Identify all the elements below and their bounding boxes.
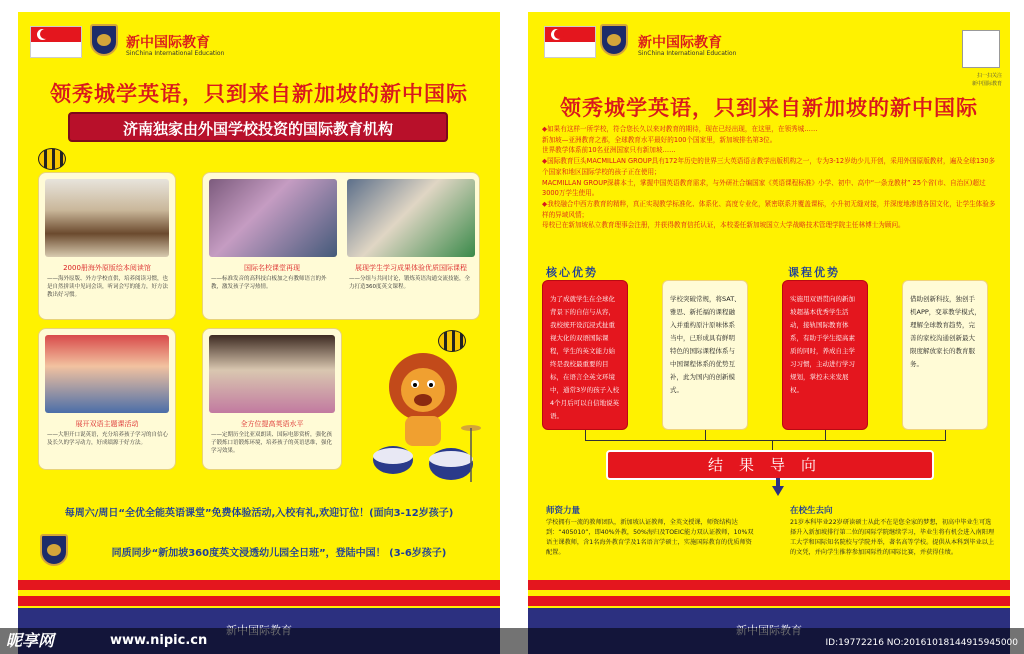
column-text: 为了成就学生在全球化背景下的自信与从容，我校统开设沉浸式扯重视大化的双语国际课程，学生的英文能力始终是我校最重要的目标，在语言全英文环境中，通常3岁的孩子入校4个月后可以自信地说英语。 [550,295,620,420]
watermark-bar [0,628,1024,654]
lion-drummer-icon [363,342,481,492]
students-title: 在校生去向 [790,506,833,516]
column-text: 借助创新科技，独创手机APP，变革教学模式，理解全球教育趋势，完善的家校沟通创新最大限度解放家长的教育服务。 [910,295,981,368]
card-title: 2000册海外原版绘本阅读馆 [63,264,151,272]
card-title: 全方位提高英语水平 [240,420,304,428]
feature-card [202,328,342,470]
card-desc: ——标准发音的高科技白板加之有教师语言的外教，激发孩子学习热情。 [211,276,327,290]
card-title: 国际名校课堂再现 [244,264,300,272]
connector-line [945,430,946,440]
red-stripe [528,580,1010,590]
library-photo [45,179,169,257]
flyer-right [528,12,1010,654]
singapore-flag-icon [544,26,596,58]
ribbon-banner: 济南独家由外国学校投资的国际教育机构 [68,112,448,142]
advantage-column [782,280,868,430]
teachers-title: 师资力量 [546,506,581,516]
connector-line [585,430,586,440]
connector-line [705,430,706,440]
feature-card [38,328,176,470]
result-banner: 结果导向 [606,450,934,480]
intro-line: 母校已在新加坡私立教育理事会注册，并获得教育信托认证，本校委任新加坡国立大学战略技术管理学院主任林博士为顾问。 [542,221,905,230]
card-desc: ——海外原版、外方学校直供，培养阅读习惯，也是自然拼读中见词会读，听词会写的能力，好方法教出好习惯。 [47,276,169,298]
qr-caption: 扫一扫关注 新中国际教育 [971,73,1002,87]
connector-line [585,440,946,441]
intro-line: 世界教学体系前10名亚洲国家只有新加坡…… [542,146,676,155]
school-crest-icon [90,24,118,56]
watermark-id: ID:19772216 NO:20161018144915945000 [825,638,1018,648]
feature-card [202,172,480,320]
card-desc: ——大胆开口说英语，充分培养孩子学习的自信心及长久的学习动力，好成绩源于好方法。 [47,432,169,446]
card-title: 展现学生学习成果体验优质国际课程 [355,264,467,272]
intro-text [542,124,996,231]
performance-photo [209,335,335,413]
down-arrow-icon [772,486,784,496]
intro-line: ◆我校融合中西方教育的精粹，真正实现教学标准化、体系化、高度专业化，紧密联系并覆盖课标，小升初无缝对接，并深度地渗透各国文化，让学生体验多样的异域风情； [542,199,996,219]
headline: 领秀城学英语，只到来自新加坡的新中国际 [50,82,468,106]
connector-line [825,430,826,440]
qr-code [962,30,1000,68]
column-text: 实施用双语贯向的新加坡超基本优秀学生活动，接轨国际教育体系，有助于学生提高素质的同时，养成自主学习习惯，主动进行学习规划，掌控未来发展权。 [790,295,855,394]
classroom-photo [347,179,475,257]
watermark-logo: 昵享网 [6,631,55,650]
advantage-column [662,280,748,430]
intro-line: ◆国际教育巨头MACMILLAN GROUP具有172年历史的世界三大英语语言教学出版机构之一，专为3-12岁幼少儿开创，采用外国原版教材，遍及全球130多个国家和地区国际学校的孩子正在使用； [542,157,996,176]
core-advantage-label: 核心优势 [546,266,598,279]
card-title: 展开双语主题课活动 [75,420,139,428]
brand-subtitle: SinChina International Education [638,50,737,57]
brand-name: 新中国际教育 [638,35,722,51]
singapore-flag-icon [30,26,82,58]
feature-card [38,172,176,320]
intro-line: ◆如果有这样一所学校，符合您长久以来对教育的期待，现在已经出现，在这里，在领秀城…… [542,125,818,133]
column-text: 学校突破常规，将SAT、雅思、新托福的课程融入并重构原汁原味体系当中，已形成具有鲜明特色的国际课程体系与中国课程体系的优势互补，此为国内的创新模式。 [670,295,741,394]
red-stripe [18,596,500,606]
brand-name: 新中国际教育 [126,35,210,51]
intro-line: 新加坡—亚洲教育之都，全球教育水平最好的100个国家里，新加坡排名第3位。 [542,135,777,144]
red-stripe [18,580,500,590]
kindergarten-notice: 同质同步“新加坡360度英文浸透幼儿园全日班”，登陆中国！ (3-6岁孩子) [111,548,447,559]
watermark-url: www.nipic.cn [110,633,208,648]
bee-icon [38,148,66,170]
intro-line: MACMILLAN GROUP深耕本土，掌握中国英语教育需求，与外研社合编国家《英语课程标准》小学、初中、高中“一条龙教材” 25个省(市、自治区)超过3000万学生使用。 [542,178,986,198]
red-stripe [528,596,1010,606]
advantage-column [902,280,988,430]
school-crest-icon [600,24,628,56]
headline: 领秀城学英语，只到来自新加坡的新中国际 [560,96,978,120]
weekend-trial-notice: 每周六/周日“全优全能英语课堂”免费体验活动,入校有礼,欢迎订位！(面向3-12岁孩子) [64,508,454,519]
flyer-left [18,12,500,654]
activity-photo [45,335,169,413]
students-text: 21岁本科毕业22岁研读硕士从此不在是您全家的梦想，初高中毕业生可选择升入新加坡排行第二位的国际学院继续学习，毕业生将有机会进入南阳理工大学和国际知名院校与学院并举，著名高等学校。提供从本科到毕业以上的文凭，并向学生推荐参加国际性的国际比赛，并获得佳绩。 [790,519,995,556]
course-advantage-label: 课程优势 [788,266,840,279]
brand-subtitle: SinChina International Education [126,50,225,57]
connector-line [772,440,773,450]
advantage-column [542,280,628,430]
classroom-photo [209,179,337,257]
card-desc: ——定期历全比亚双朗读、国际电影赏析，强化孩子锻炼口语锻炼环境，培养孩子的英语思维，强化学习效果。 [211,432,333,454]
teachers-text: 学校拥有一流的教师团队，新加坡认证教师，全英文授课，师资结构达到：“405010”，即40%外教，50%海归及TOEIC能力双认证教师，10%双语主课教师，含1名海外教育学及1名语言学硕士，实施国际教育的优质师资配置。 [546,519,754,556]
card-desc: ——分组与共同讨论，锻炼英语沟通交流技能，全力打造360度英文课程。 [349,276,471,290]
